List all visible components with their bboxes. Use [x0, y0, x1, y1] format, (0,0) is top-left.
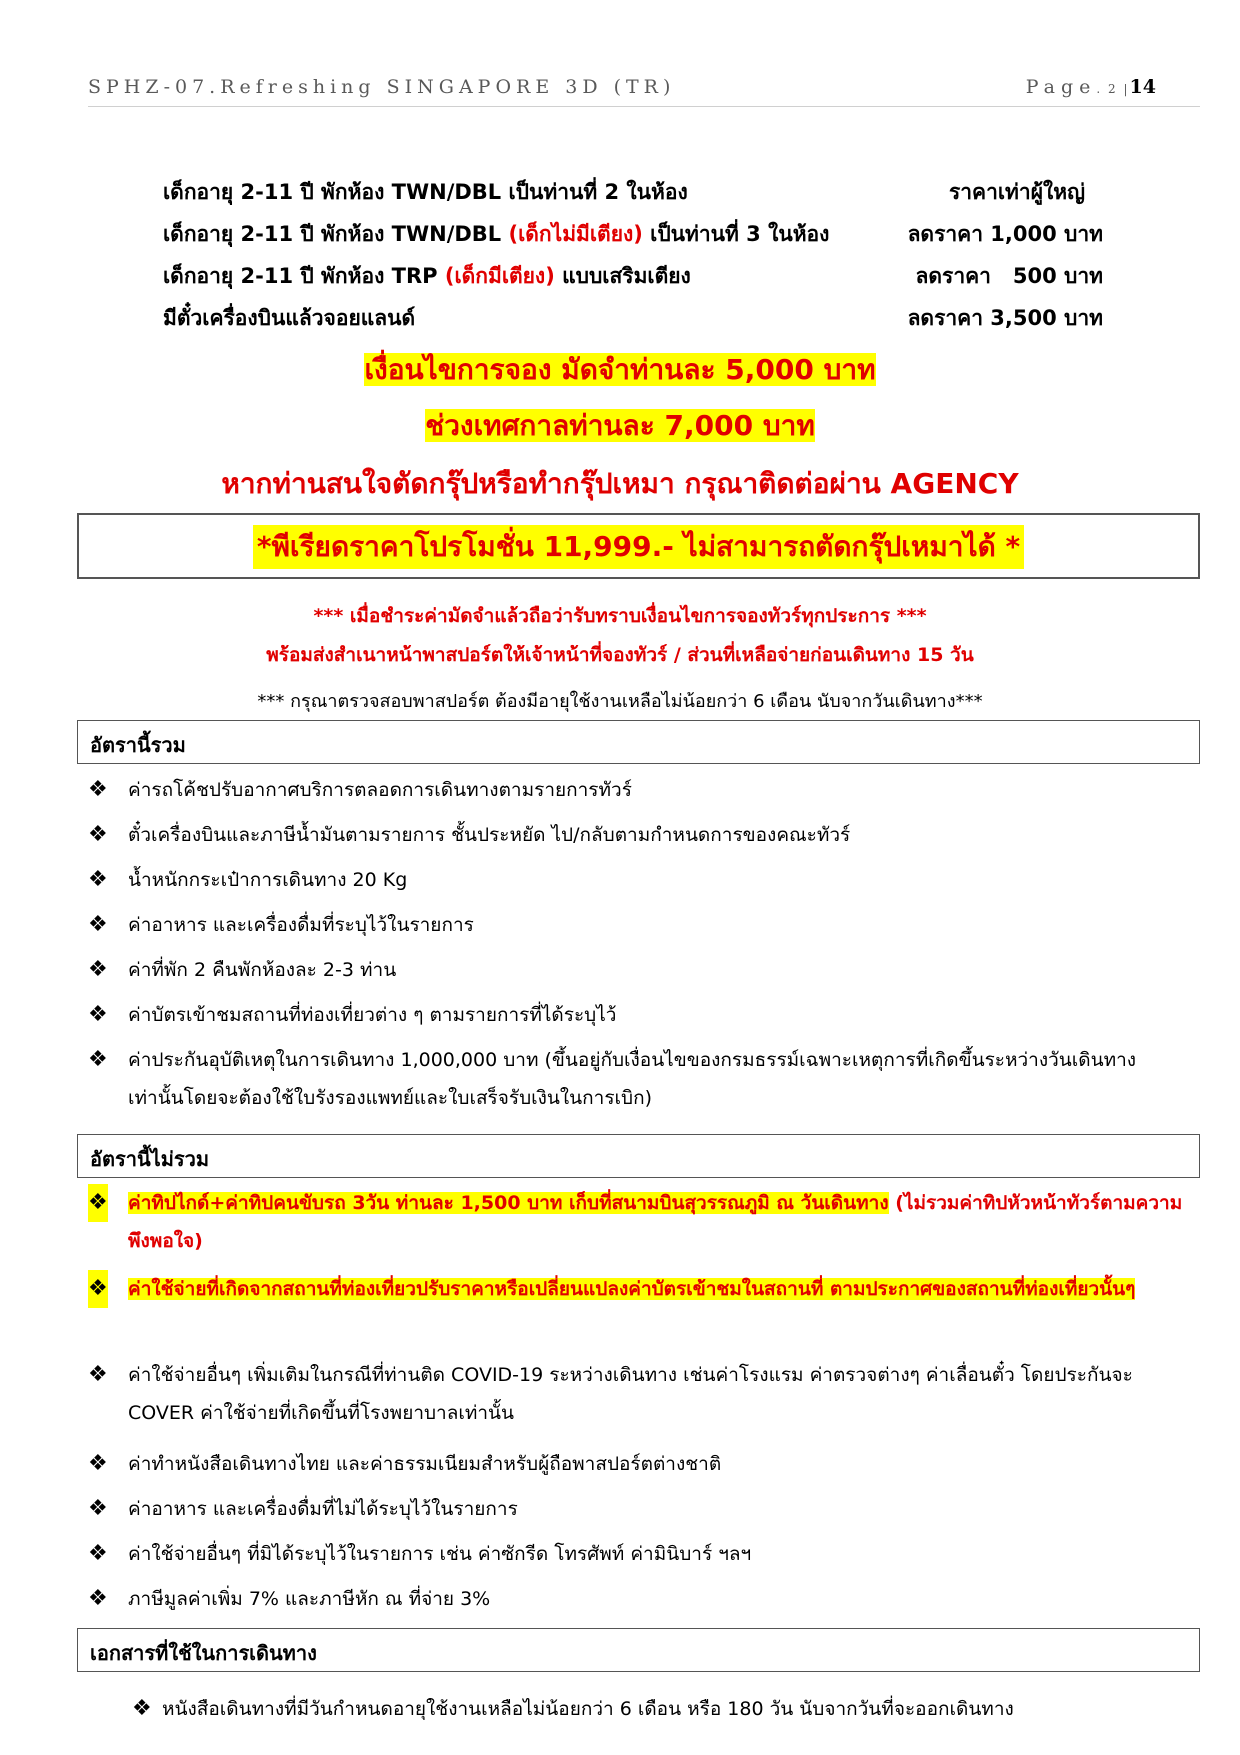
diamond-bullet-icon: ❖ — [88, 1586, 108, 1611]
promo-text: *พีเรียดราคาโปรโมชั่น 11,999.- ไม่สามารถตัดกรุ๊ปเหมาได้ * — [253, 525, 1024, 569]
tip-rest: (ไม่รวมค่าทิปหัวหน้าทัวร์ตามความพึงพอใจ) — [128, 1192, 1183, 1252]
promo-box — [77, 513, 1200, 579]
booking-deposit: เงื่อนไขการจอง มัดจำท่านละ 5,000 บาท — [364, 353, 876, 386]
diamond-bullet-icon: ❖ — [88, 1362, 108, 1387]
documents-heading: เอกสารที่ใช้ในการเดินทาง — [77, 1628, 1200, 1672]
page-small: . 2 | — [1096, 82, 1130, 96]
diamond-bullet-icon: ❖ — [88, 957, 108, 982]
child-rate-row — [163, 218, 1103, 252]
child-rate-row — [163, 176, 1103, 210]
child-rate-price: ลดราคา 1,000 บาท — [907, 222, 1103, 246]
page-header — [88, 76, 1200, 107]
diamond-bullet-icon: ❖ — [88, 1002, 108, 1027]
page-number: 14 — [1129, 76, 1156, 98]
child-rate-desc: เด็กอายุ 2-11 ปี พักห้อง TRP (เด็กมีเตียง) แบบเสริมเตียง — [163, 264, 691, 288]
child-rate-price: ลดราคา 3,500 บาท — [907, 306, 1103, 330]
child-rate-row — [163, 260, 1103, 294]
included-heading: อัตรานี้รวม — [77, 720, 1200, 764]
diamond-bullet-icon: ❖ — [88, 777, 108, 802]
document-title: SPHZ-07.Refreshing SINGAPORE 3D (TR) — [88, 76, 676, 98]
diamond-bullet-icon: ❖ — [88, 1451, 108, 1476]
child-rate-desc: มีตั๋วเครื่องบินแล้วจอยแลนด์ — [163, 306, 416, 330]
page-indicator — [1026, 76, 1156, 98]
diamond-bullet-icon: ❖ — [88, 1541, 108, 1566]
diamond-bullet-icon: ❖ — [88, 1047, 108, 1072]
diamond-bullet-icon: ❖ — [88, 912, 108, 937]
child-rate-price: ราคาเท่าผู้ใหญ่ — [948, 180, 1085, 204]
booking-festival: ช่วงเทศกาลท่านละ 7,000 บาท — [425, 409, 815, 442]
child-rate-row — [163, 302, 1103, 336]
child-rate-price: ลดราคา 500 บาท — [915, 264, 1103, 288]
diamond-bullet-icon: ❖ — [88, 822, 108, 847]
diamond-bullet-icon: ❖ — [88, 867, 108, 892]
diamond-bullet-icon: ❖ — [88, 1270, 108, 1308]
excluded-heading: อัตรานี้ไม่รวม — [77, 1134, 1200, 1178]
note-passport-copy: พร้อมส่งสำเนาหน้าพาสปอร์ตให้เจ้าหน้าที่จองทัวร์ / ส่วนที่เหลือจ่ายก่อนเดินทาง 15 วัน — [266, 644, 974, 666]
diamond-bullet-icon: ❖ — [88, 1184, 108, 1222]
diamond-bullet-icon: ❖ — [88, 1496, 108, 1521]
child-rate-desc: เด็กอายุ 2-11 ปี พักห้อง TWN/DBL (เด็กไม่มีเตียง) เป็นท่านที่ 3 ในห้อง — [163, 222, 830, 246]
child-rate-desc: เด็กอายุ 2-11 ปี พักห้อง TWN/DBL เป็นท่านที่ 2 ในห้อง — [163, 180, 688, 204]
page-label: Page — [1025, 76, 1097, 98]
fee-highlight: ค่าใช้จ่ายที่เกิดจากสถานที่ท่องเที่ยวปรับราคาหรือเปลี่ยนแปลงค่าบัตรเข้าชมในสถานที่ ตามประกาศของสถานที่ท่องเที่ยวนั้นๆ — [128, 1278, 1136, 1300]
tip-highlight: ค่าทิปไกด์+ค่าทิปคนขับรถ 3วัน ท่านละ 1,500 บาท เก็บที่สนามบินสุวรรณภูมิ ณ วันเดินทาง — [128, 1192, 889, 1214]
diamond-bullet-icon: ❖ — [132, 1696, 152, 1721]
note-confirm: *** เมื่อชำระค่ามัดจำแล้วถือว่ารับทราบเงื่อนไขการจองทัวร์ทุกประการ *** — [313, 605, 927, 627]
booking-agency: หากท่านสนใจตัดกรุ๊ปหรือทำกรุ๊ปเหมา กรุณาติดต่อผ่าน AGENCY — [221, 467, 1019, 500]
note-passport-check: *** กรุณาตรวจสอบพาสปอร์ต ต้องมีอายุใช้งานเหลือไม่น้อยกว่า 6 เดือน นับจากวันเดินทาง*** — [257, 691, 983, 712]
